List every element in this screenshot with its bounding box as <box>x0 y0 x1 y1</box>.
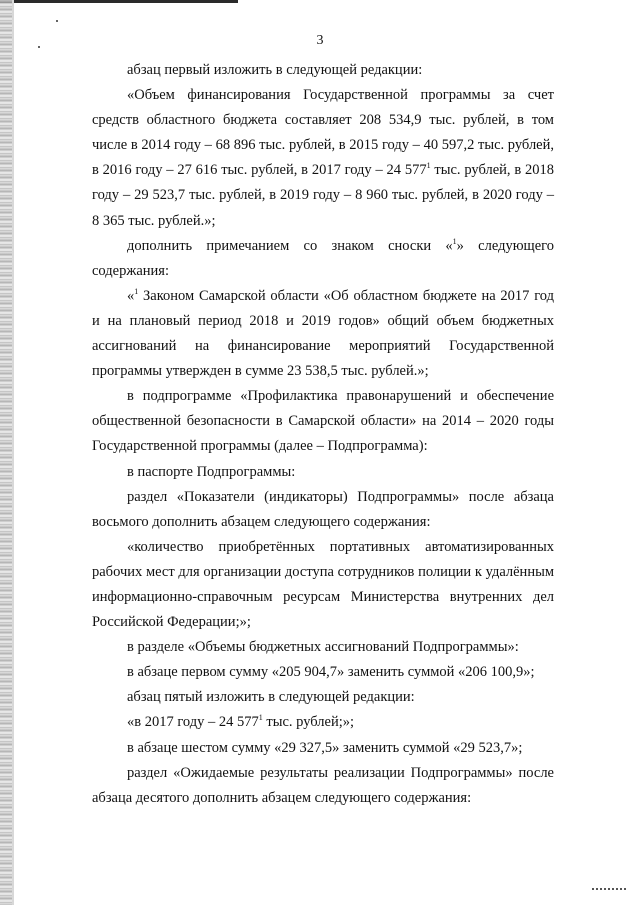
paragraph-text: Законом Самарской области «Об областном бюджете на 2017 год и на плановый период 2018 и 2019 годов» общий объем бюджетных ассигнований на финансирование мероприятий Государственной программы утвержден в сумме 23 538,5 тыс. рублей.»; <box>92 287 554 380</box>
paragraph-text: в паспорте Подпрограммы: <box>127 463 296 480</box>
paragraph-text: » следующего содержания: <box>92 237 554 279</box>
scan-bottom-mark <box>592 888 626 890</box>
paragraph <box>92 83 554 234</box>
scan-left-edge <box>0 0 12 905</box>
paragraph-text: «в 2017 году – 24 577 <box>127 714 259 731</box>
paragraph <box>92 535 554 635</box>
paragraph-text: в подпрограмме «Профилактика правонарушений и обеспечение общественной безопасности в Самарской области» на 2014 – 2020 годы Государственной программы (далее – Подпрограмма): <box>92 388 554 455</box>
paragraph <box>92 761 554 811</box>
paragraph <box>92 460 554 485</box>
paragraph-text: раздел «Показатели (индикаторы) Подпрограммы» после абзаца восьмого дополнить абзацем следующего содержания: <box>92 488 554 530</box>
footnote-mark: 1 <box>134 286 139 296</box>
scan-speck <box>56 20 58 22</box>
paragraph <box>92 58 554 83</box>
paragraph <box>92 685 554 710</box>
footnote-mark: 1 <box>452 236 457 246</box>
paragraph-text: «Объем финансирования Государственной программы за счет средств областного бюджета составляет 208 534,9 тыс. рублей, в том числе в 2014 году – 68 896 тыс. рублей, в 2015 году – 40 597,2 тыс. рублей, в 2016 году – 27 616 тыс. рублей, в 2017 году – 24 577 <box>92 87 554 179</box>
paragraph-text: « <box>127 287 135 304</box>
page-number: 3 <box>316 33 324 48</box>
paragraph-text: дополнить примечанием со знаком сноски « <box>127 237 453 254</box>
scan-left-shadow <box>12 0 14 905</box>
paragraph <box>92 384 554 459</box>
paragraph <box>92 710 554 735</box>
document-body <box>92 58 554 811</box>
paragraph-text: в разделе «Объемы бюджетных ассигнований Подпрограммы»: <box>127 639 519 656</box>
footnote-mark: 1 <box>426 161 431 171</box>
paragraph-text: «количество приобретённых портативных автоматизированных рабочих мест для организации доступа сотрудников полиции к удалённым информационно-справочным ресурсам Министерства внутренних дел Российской Федерации;»; <box>92 538 554 631</box>
paragraph-text: тыс. рублей;»; <box>262 714 355 731</box>
footnote-mark: 1 <box>258 713 263 723</box>
paragraph-text: в абзаце шестом сумму «29 327,5» заменить суммой «29 523,7»; <box>127 739 523 756</box>
paragraph <box>92 660 554 685</box>
paragraph-text: в абзаце первом сумму «205 904,7» заменить суммой «206 100,9»; <box>127 664 535 681</box>
paragraph-text: абзац пятый изложить в следующей редакции: <box>127 689 415 706</box>
paragraph <box>92 284 554 384</box>
paragraph-text: раздел «Ожидаемые результаты реализации Подпрограммы» после абзаца десятого дополнить абзацем следующего содержания: <box>92 764 554 806</box>
paragraph <box>92 736 554 761</box>
paragraph-text: тыс. рублей, в 2018 году – 29 523,7 тыс. рублей, в 2019 году – 8 960 тыс. рублей, в 2020 году – 8 365 тыс. рублей.»; <box>92 162 554 229</box>
scan-top-edge <box>0 0 238 3</box>
paragraph-text: абзац первый изложить в следующей редакции: <box>127 62 423 78</box>
paragraph <box>92 485 554 535</box>
paragraph <box>92 234 554 284</box>
paragraph <box>92 635 554 660</box>
